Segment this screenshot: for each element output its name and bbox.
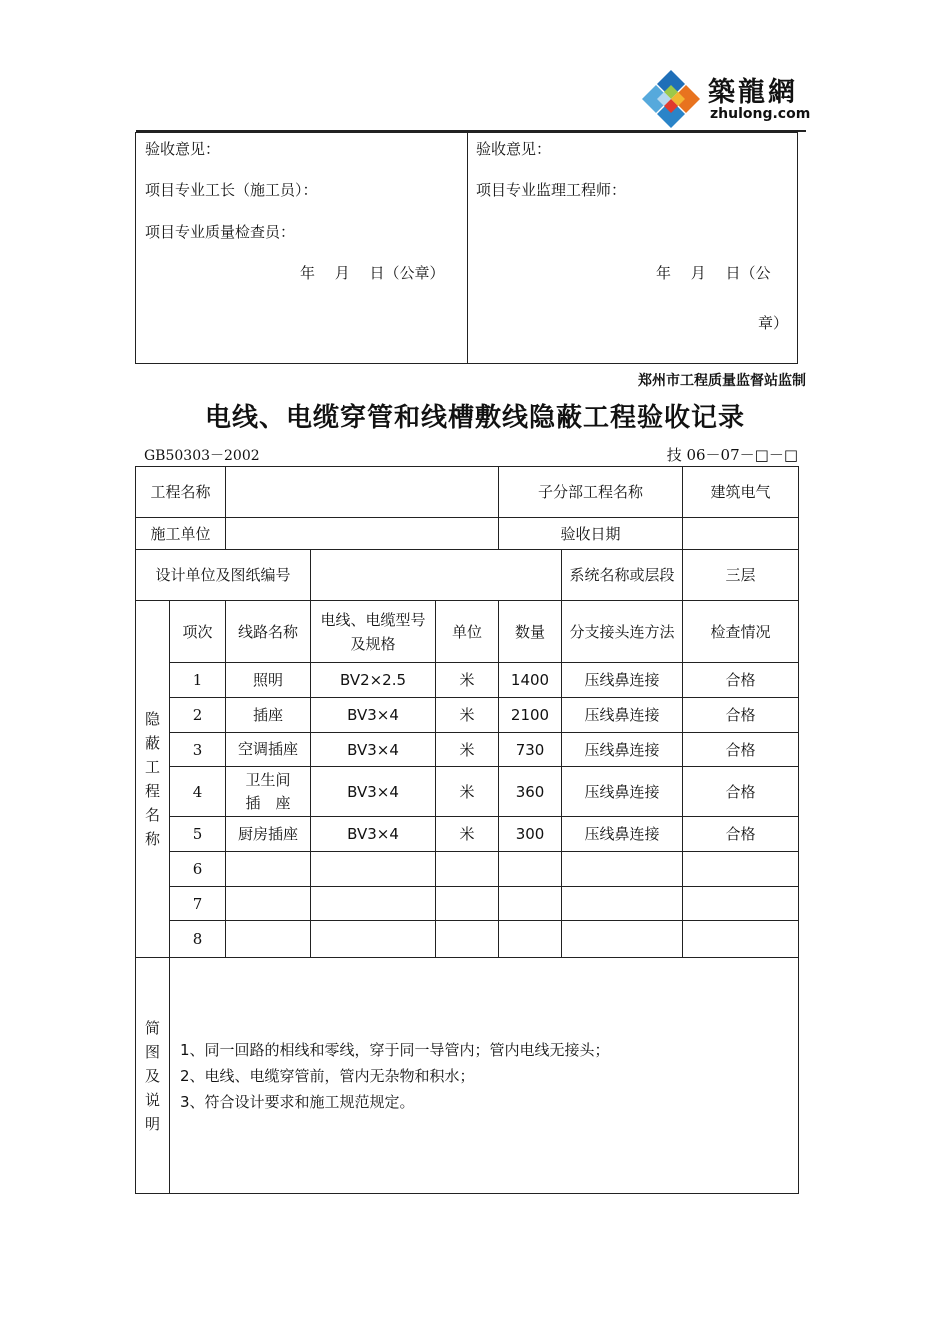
row-no: 8 [170, 921, 226, 958]
section-label [136, 601, 170, 958]
row-method: 压线鼻连接 [562, 817, 683, 852]
row-no: 2 [170, 698, 226, 733]
table-row [136, 887, 799, 921]
row-qty [499, 852, 562, 887]
row-result: 合格 [683, 698, 799, 733]
row-unit: 米 [436, 698, 499, 733]
system-value: 三层 [683, 550, 799, 601]
row-circuit: 空调插座 [226, 733, 311, 767]
row-method [562, 852, 683, 887]
col-header-spec: 电线、电缆型号及规格 [311, 601, 436, 663]
right-opinion-label: 验收意见： [476, 140, 552, 158]
row-unit [436, 887, 499, 921]
notes-row [136, 958, 799, 1194]
row-method: 压线鼻连接 [562, 767, 683, 817]
acceptance-date-value [683, 518, 799, 550]
row-unit [436, 852, 499, 887]
row-qty: 300 [499, 817, 562, 852]
design-unit-row [136, 550, 799, 601]
row-no: 7 [170, 887, 226, 921]
row-qty: 1400 [499, 663, 562, 698]
col-header-method: 分支接头连方法 [562, 601, 683, 663]
row-no: 3 [170, 733, 226, 767]
row-unit: 米 [436, 663, 499, 698]
notes-label [136, 958, 170, 1194]
row-no: 4 [170, 767, 226, 817]
note-item: 1、同一回路的相线和零线，穿于同一导管内；管内电线无接头； [180, 1040, 610, 1059]
zhulong-logo [640, 66, 810, 130]
contractor-value [226, 518, 499, 550]
form-code: 技 06－07－□－□ [666, 446, 798, 464]
row-qty [499, 887, 562, 921]
row-unit: 米 [436, 733, 499, 767]
row-circuit [226, 921, 311, 958]
signoff-box [135, 132, 798, 364]
right-date-seal-cont: 章） [758, 314, 789, 332]
logo-domain: zhulong.com [710, 106, 811, 122]
engineer-label: 项目专业监理工程师： [476, 181, 627, 199]
page-title: 电线、电缆穿管和线槽敷线隐蔽工程验收记录 [204, 403, 745, 433]
row-method [562, 921, 683, 958]
right-date-seal: 年 月 日（公 [656, 264, 771, 282]
col-header-result: 检查情况 [683, 601, 799, 663]
col-header-circuit: 线路名称 [226, 601, 311, 663]
note-item: 3、符合设计要求和施工规范规定。 [180, 1092, 415, 1111]
col-header-no: 项次 [170, 601, 226, 663]
row-spec [311, 887, 436, 921]
zhulong-logo-icon [640, 68, 702, 130]
row-no: 1 [170, 663, 226, 698]
table-row [136, 767, 799, 817]
subdivision-value: 建筑电气 [683, 467, 799, 518]
logo-name: 築龍網 [708, 77, 798, 108]
left-date-seal: 年 月 日（公章） [300, 264, 445, 282]
row-result [683, 852, 799, 887]
row-unit: 米 [436, 767, 499, 817]
table-row [136, 921, 799, 958]
row-spec [311, 921, 436, 958]
row-spec: BV2×2.5 [311, 663, 436, 698]
left-opinion-label: 验收意见： [145, 140, 221, 158]
row-circuit: 插座 [226, 698, 311, 733]
subdivision-label: 子分部工程名称 [499, 467, 683, 518]
design-unit-label: 设计单位及图纸编号 [136, 550, 311, 601]
col-header-unit: 单位 [436, 601, 499, 663]
row-circuit: 厨房插座 [226, 817, 311, 852]
inspector-label: 项目专业质量检查员： [145, 223, 296, 241]
table-row [136, 663, 799, 698]
row-method [562, 887, 683, 921]
row-result: 合格 [683, 733, 799, 767]
table-row [136, 852, 799, 887]
row-method: 压线鼻连接 [562, 698, 683, 733]
row-method: 压线鼻连接 [562, 663, 683, 698]
design-unit-value [311, 550, 562, 601]
row-unit [436, 921, 499, 958]
system-label: 系统名称或层段 [562, 550, 683, 601]
table-row [136, 733, 799, 767]
signoff-divider [467, 133, 468, 363]
standard-code: GB50303－2002 [144, 448, 260, 464]
row-spec: BV3×4 [311, 817, 436, 852]
row-spec: BV3×4 [311, 767, 436, 817]
row-circuit [226, 887, 311, 921]
col-header-qty: 数量 [499, 601, 562, 663]
notes-label-text: 简 图 及 说 明 [144, 1018, 160, 1133]
project-name-value [226, 467, 499, 518]
row-spec: BV3×4 [311, 698, 436, 733]
row-spec [311, 852, 436, 887]
supervisor-note: 郑州市工程质量监督站监制 [638, 373, 806, 389]
row-circuit: 照明 [226, 663, 311, 698]
row-qty: 730 [499, 733, 562, 767]
table-row [136, 698, 799, 733]
row-unit: 米 [436, 817, 499, 852]
contractor-label: 施工单位 [136, 518, 226, 550]
table-row [136, 817, 799, 852]
contractor-row [136, 518, 799, 550]
section-label-text: 隐 蔽 工 程 名 称 [144, 710, 160, 848]
row-no: 5 [170, 817, 226, 852]
row-result: 合格 [683, 817, 799, 852]
row-result: 合格 [683, 663, 799, 698]
foreman-label: 项目专业工长（施工员）： [145, 181, 318, 199]
row-qty [499, 921, 562, 958]
note-item: 2、电线、电缆穿管前，管内无杂物和积水； [180, 1066, 475, 1085]
project-name-row [136, 467, 799, 518]
acceptance-table [135, 466, 799, 1194]
project-name-label: 工程名称 [136, 467, 226, 518]
notes-cell [170, 958, 799, 1194]
row-method: 压线鼻连接 [562, 733, 683, 767]
row-qty: 2100 [499, 698, 562, 733]
row-circuit [226, 852, 311, 887]
row-circuit: 卫生间 插 座 [226, 767, 311, 817]
row-spec: BV3×4 [311, 733, 436, 767]
row-result [683, 921, 799, 958]
acceptance-date-label: 验收日期 [499, 518, 683, 550]
row-result [683, 887, 799, 921]
row-qty: 360 [499, 767, 562, 817]
column-header-row [136, 601, 799, 663]
row-no: 6 [170, 852, 226, 887]
row-result: 合格 [683, 767, 799, 817]
